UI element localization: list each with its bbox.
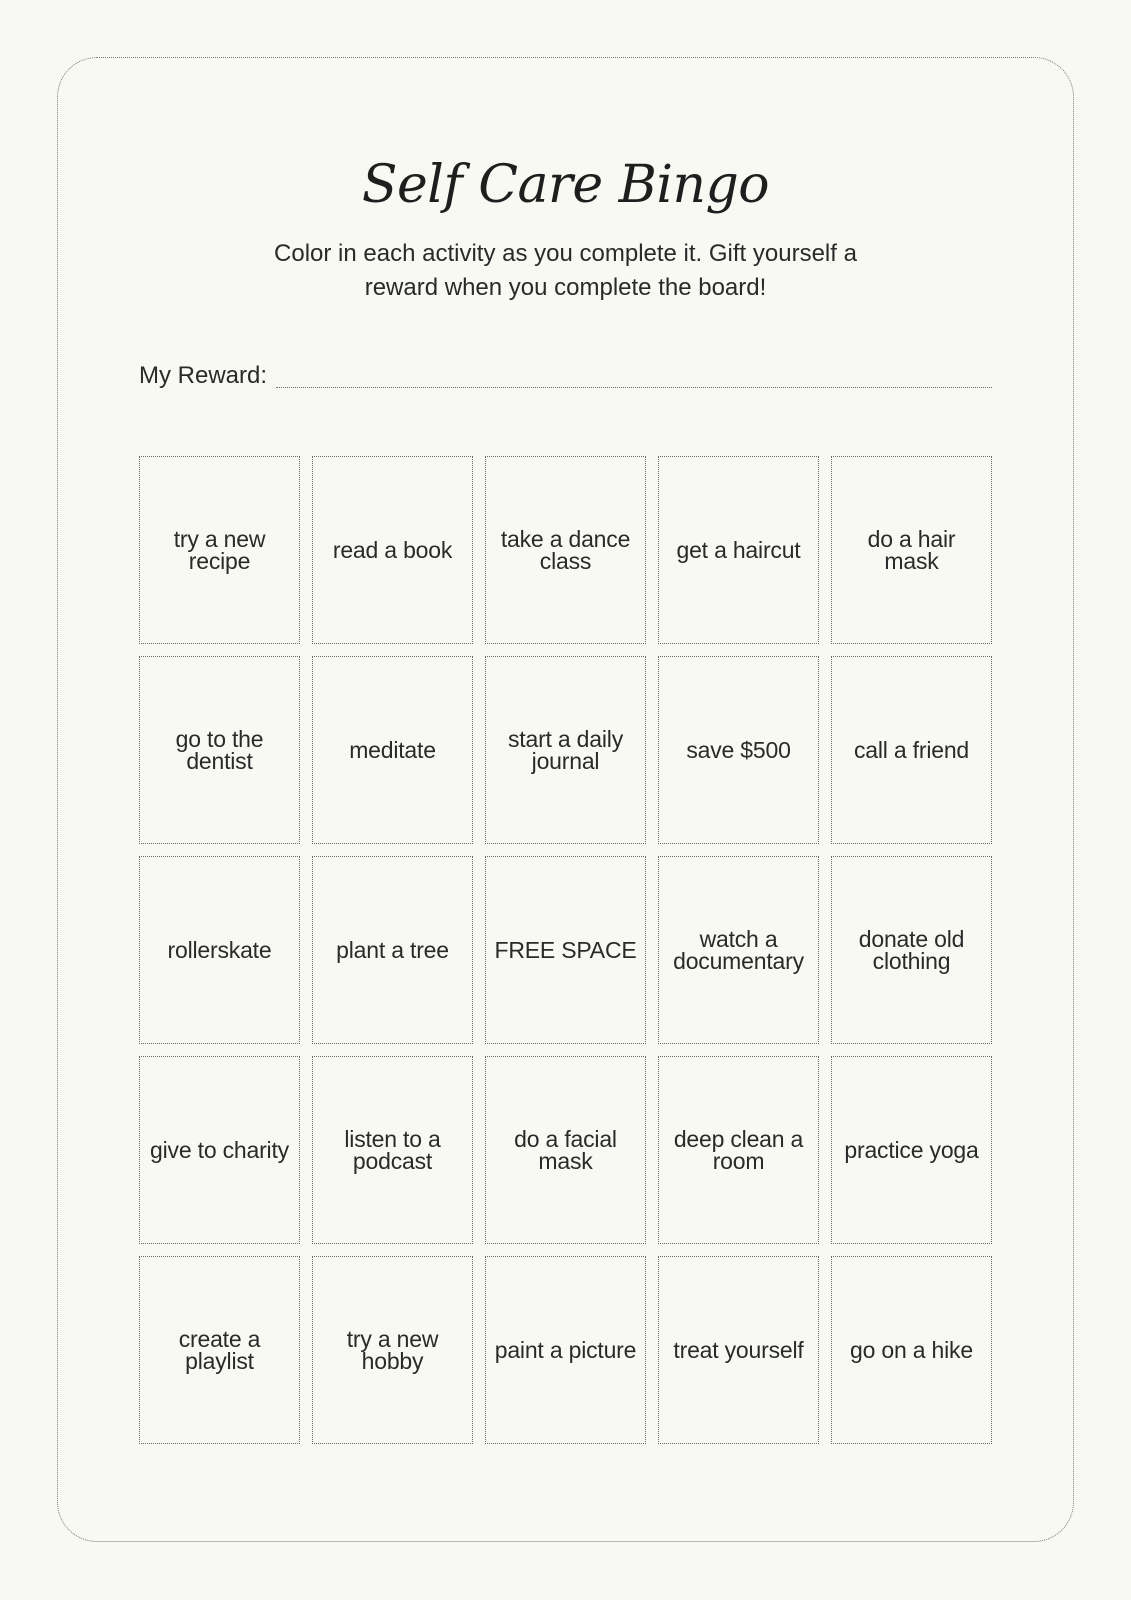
bingo-cell-label: practice yoga (844, 1137, 979, 1163)
bingo-cell-label: go to the dentist (175, 726, 264, 774)
bingo-cell-label: watch a documentary (673, 926, 804, 974)
bingo-cell-label: create a playlist (178, 1326, 261, 1374)
bingo-cell-label: listen to a podcast (344, 1126, 441, 1174)
bingo-cell[interactable] (485, 656, 646, 844)
bingo-cell-label: save $500 (686, 737, 791, 763)
bingo-cell-label: paint a picture (494, 1337, 637, 1363)
bingo-cell-label: read a book (332, 537, 453, 563)
bingo-cell[interactable] (658, 1256, 819, 1444)
bingo-cell[interactable] (831, 1056, 992, 1244)
bingo-cell[interactable] (658, 656, 819, 844)
bingo-cell-label: try a new recipe (173, 526, 266, 574)
bingo-cell-label: call a friend (853, 737, 970, 763)
bingo-cell[interactable] (485, 456, 646, 644)
bingo-cell[interactable] (831, 856, 992, 1044)
bingo-cell-label: meditate (349, 737, 436, 763)
bingo-cell-label: FREE SPACE (494, 937, 637, 963)
bingo-cell[interactable] (312, 856, 473, 1044)
bingo-cell[interactable] (831, 456, 992, 644)
bingo-cell[interactable] (485, 1256, 646, 1444)
instructions-text: Color in each activity as you complete it. Gift yourself a reward when you complete the board! (274, 240, 857, 301)
bingo-cell[interactable] (485, 1056, 646, 1244)
bingo-cell[interactable] (312, 656, 473, 844)
bingo-cell-label: go on a hike (850, 1337, 973, 1363)
bingo-cell-label: do a facial mask (514, 1126, 617, 1174)
bingo-cell-label: give to charity (150, 1137, 289, 1163)
bingo-cell[interactable] (312, 1256, 473, 1444)
page-title: Self Care Bingo (361, 155, 770, 215)
bingo-cell[interactable] (139, 856, 300, 1044)
reward-label: My Reward: (139, 362, 268, 389)
bingo-cell-label: deep clean a room (673, 1126, 804, 1174)
bingo-cell[interactable] (658, 856, 819, 1044)
reward-input-line[interactable] (276, 387, 992, 388)
bingo-cell-label: donate old clothing (858, 926, 965, 974)
bingo-board (139, 456, 992, 1444)
bingo-cell[interactable] (139, 656, 300, 844)
bingo-cell[interactable] (658, 456, 819, 644)
bingo-cell-label: do a hair mask (867, 526, 956, 574)
bingo-cell-label: rollerskate (167, 937, 272, 963)
bingo-cell-label: plant a tree (336, 937, 449, 963)
bingo-cell-free-space[interactable] (485, 856, 646, 1044)
bingo-cell[interactable] (831, 1256, 992, 1444)
bingo-cell[interactable] (312, 456, 473, 644)
bingo-cell-label: start a daily journal (507, 726, 623, 774)
bingo-cell[interactable] (139, 1256, 300, 1444)
bingo-cell-label: treat yourself (673, 1337, 804, 1363)
bingo-cell-label: take a dance class (500, 526, 631, 574)
bingo-cell[interactable] (139, 456, 300, 644)
bingo-cell-label: try a new hobby (346, 1326, 439, 1374)
bingo-cell-label: get a haircut (676, 537, 801, 563)
bingo-cell[interactable] (139, 1056, 300, 1244)
bingo-cell[interactable] (658, 1056, 819, 1244)
bingo-cell[interactable] (831, 656, 992, 844)
bingo-cell[interactable] (312, 1056, 473, 1244)
